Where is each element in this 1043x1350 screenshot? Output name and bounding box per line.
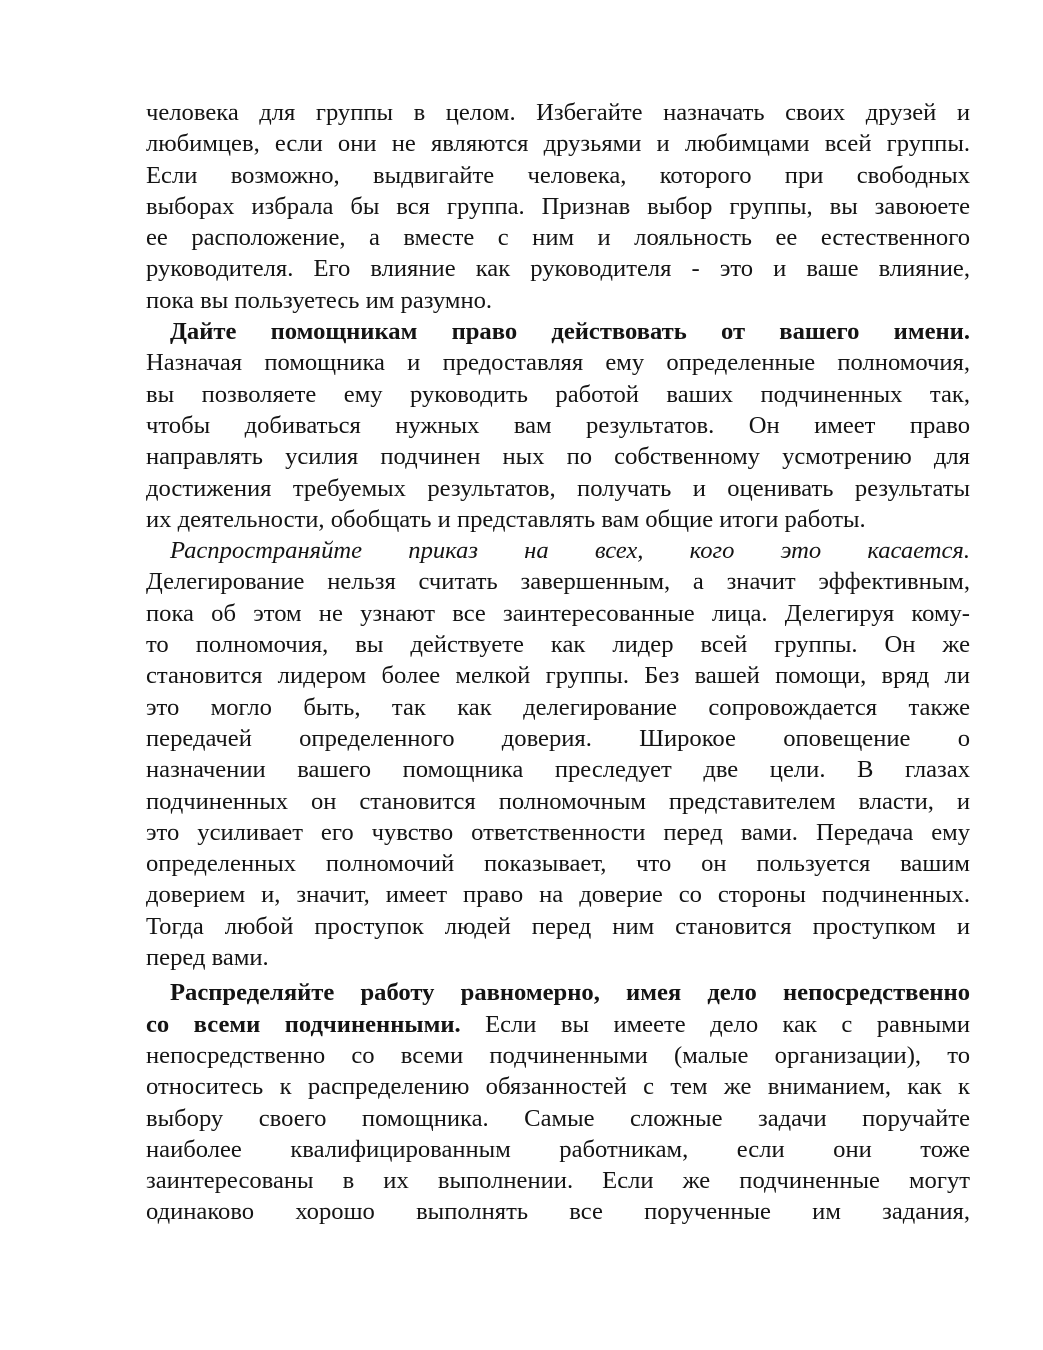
- text-line: [146, 660, 970, 691]
- text-line: [146, 316, 970, 347]
- body-text: Тогда любой проступок людей перед ним становится проступком и: [146, 912, 970, 940]
- paragraph: [146, 535, 970, 973]
- text-line: [146, 598, 970, 629]
- body-text: передачей определенного доверия. Широкое оповещение о: [146, 724, 970, 752]
- paragraph: [146, 97, 970, 316]
- body-text: определенных полномочий показывает, что он пользуется вашим: [146, 850, 970, 878]
- body-text: одинаково хорошо выполнять все порученные им задания,: [146, 1198, 970, 1226]
- text-line: [146, 253, 970, 284]
- body-text: вы позволяете ему руководить работой ваших подчиненных так,: [146, 380, 970, 408]
- text-line: [146, 911, 970, 942]
- text-line: [146, 723, 970, 754]
- body-text: доверием и, значит, имеет право на доверие со стороны подчиненных.: [146, 881, 970, 909]
- text-line: [146, 1009, 970, 1040]
- text-line: [146, 1196, 970, 1227]
- text-line: [146, 848, 970, 879]
- body-text: то полномочия, вы действуете как лидер всей группы. Он же: [146, 631, 970, 659]
- italic-heading-text: Распространяйте приказ на всех, кого это касается.: [170, 537, 970, 565]
- text-line: [146, 1103, 970, 1134]
- text-line: [146, 97, 970, 128]
- text-line: [146, 817, 970, 848]
- body-text: относитесь к распределению обязанностей с тем же вниманием, как к: [146, 1073, 970, 1101]
- text-line: [146, 441, 970, 472]
- body-text: пока вы пользуетесь им разумно.: [146, 286, 493, 314]
- paragraph: [146, 977, 970, 1227]
- text-line: [146, 347, 970, 378]
- body-text: перед вами.: [146, 944, 269, 972]
- document-page: [146, 97, 970, 1228]
- body-text: чтобы добиваться нужных вам результатов. Он имеет право: [146, 411, 970, 439]
- text-line: [146, 879, 970, 910]
- body-text: достижения требуемых результатов, получать и оценивать результаты: [146, 474, 970, 502]
- body-text: направлять усилия подчинен ных по собственному усмотрению для: [146, 443, 970, 471]
- text-line: [146, 566, 970, 597]
- text-line: [146, 692, 970, 723]
- body-text: пока об этом не узнают все заинтересованные лица. Делегируя кому-: [146, 599, 970, 627]
- body-text: становится лидером более мелкой группы. Без вашей помощи, вряд ли: [146, 662, 970, 690]
- text-line: [146, 535, 970, 566]
- text-line: [146, 1071, 970, 1102]
- text-line: [146, 1165, 970, 1196]
- body-text: заинтересованы в их выполнении. Если же подчиненные могут: [146, 1167, 970, 1195]
- body-text: руководителя. Его влияние как руководителя - это и ваше влияние,: [146, 255, 970, 283]
- body-text: выборах избрала бы вся группа. Признав выбор группы, вы завоюете: [146, 192, 970, 220]
- body-text: это усиливает его чувство ответственности перед вами. Передача ему: [146, 818, 970, 846]
- body-text: это могло быть, так как делегирование сопровождается также: [146, 693, 970, 721]
- text-line: [146, 410, 970, 441]
- body-text: Делегирование нельзя считать завершенным, а значит эффективным,: [146, 568, 970, 596]
- body-text: выбору своего помощника. Самые сложные задачи поручайте: [146, 1104, 970, 1132]
- body-text: любимцев, если они не являются друзьями и любимцами всей группы.: [146, 130, 970, 158]
- bold-heading-text: Распределяйте работу равномерно, имея дело непосредственно: [170, 979, 970, 1007]
- text-line: [146, 504, 970, 535]
- body-text: ее расположение, а вместе с ним и лояльность ее естественного: [146, 224, 970, 252]
- text-line: [146, 285, 970, 316]
- body-text: Если вы имеете дело как с равными: [460, 1010, 970, 1038]
- body-text: их деятельности, обобщать и представлять вам общие итоги работы.: [146, 505, 866, 533]
- body-text: наиболее квалифицированным работникам, если они тоже: [146, 1135, 970, 1163]
- text-line: [146, 222, 970, 253]
- body-text: назначении вашего помощника преследует две цели. В глазах: [146, 756, 970, 784]
- text-line: [146, 754, 970, 785]
- text-line: [146, 160, 970, 191]
- body-text: Если возможно, выдвигайте человека, которого при свободных: [146, 161, 970, 189]
- body-text: Назначая помощника и предоставляя ему определенные полномочия,: [146, 349, 970, 377]
- text-line: [146, 473, 970, 504]
- text-line: [146, 942, 970, 973]
- body-text: непосредственно со всеми подчиненными (малые организации), то: [146, 1041, 970, 1069]
- bold-heading-text: Дайте помощникам право действовать от вашего имени.: [170, 318, 970, 346]
- text-line: [146, 1134, 970, 1165]
- text-line: [146, 1040, 970, 1071]
- text-line: [146, 379, 970, 410]
- text-line: [146, 128, 970, 159]
- text-line: [146, 191, 970, 222]
- text-line: [146, 629, 970, 660]
- bold-heading-text: со всеми подчиненными.: [146, 1010, 461, 1038]
- text-line: [146, 786, 970, 817]
- paragraph: [146, 316, 970, 535]
- body-text: человека для группы в целом. Избегайте назначать своих друзей и: [146, 99, 970, 126]
- body-text: подчиненных он становится полномочным представителем власти, и: [146, 787, 970, 815]
- text-line: [146, 977, 970, 1008]
